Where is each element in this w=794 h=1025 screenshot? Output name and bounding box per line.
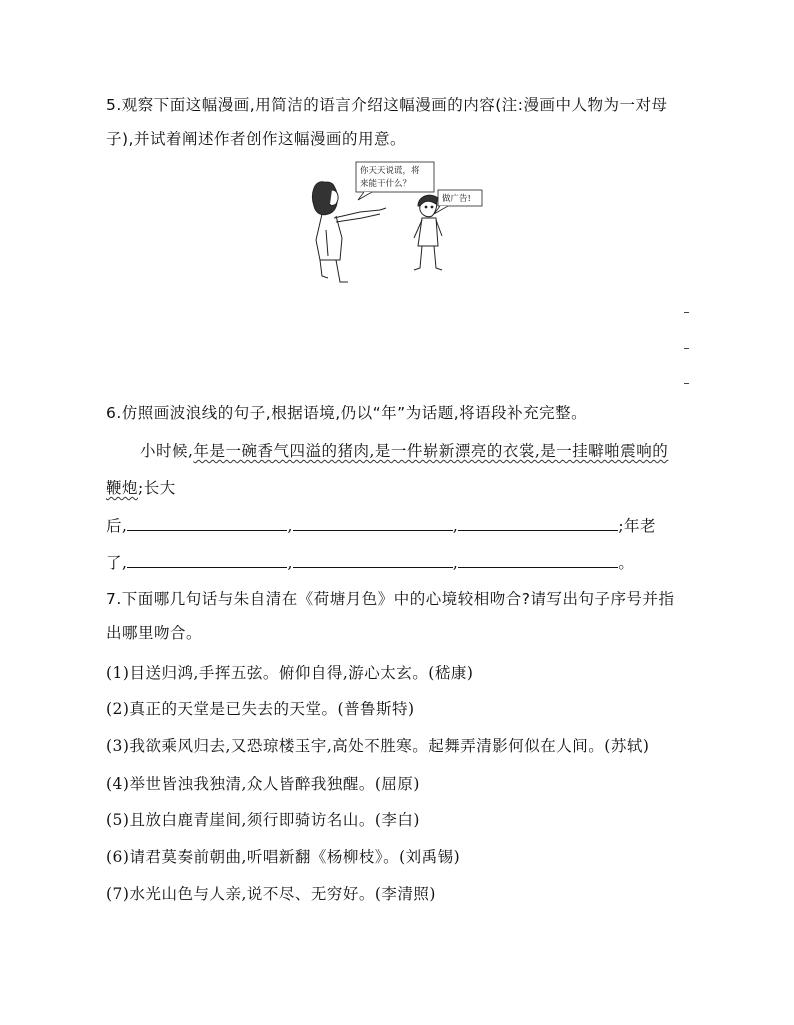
q6-paragraph-lead: 小时候, — [140, 442, 194, 460]
son-speech-bubble — [434, 190, 482, 214]
mother-figure — [312, 182, 386, 282]
q6-prompt: 6.仿照画波浪线的句子,根据语境,仍以“年”为话题,将语段补充完整。 — [106, 404, 588, 422]
q6-blank-3[interactable] — [458, 514, 618, 531]
q5-prompt-line1: 5.观察下面这幅漫画,用简洁的语言介绍这幅漫画的内容(注:漫画中人物为一对母 — [106, 96, 668, 114]
cartoon-image — [300, 160, 500, 290]
son-bubble-text: 做广告! — [442, 194, 471, 204]
q7-item-1: (1)目送归鸿,手挥五弦。俯仰自得,游心太玄。(嵇康) — [106, 664, 474, 682]
q6-paragraph-tail: ;长大 — [138, 479, 176, 497]
q7-item-7: (7)水光山色与人亲,说不尽、无穷好。(李清照) — [106, 885, 436, 903]
q6-wavy-sentence: 年是一碗香气四溢的猪肉,是一件崭新漂亮的衣裳,是一挂噼啪震响的 — [193, 442, 669, 460]
q7-prompt-line2: 出哪里吻合。 — [106, 624, 203, 642]
q7-item-2: (2)真正的天堂是已失去的天堂。(普鲁斯特) — [106, 700, 415, 718]
q7-item-3: (3)我欲乘风归去,又恐琼楼玉宇,高处不胜寒。起舞弄清影何似在人间。(苏轼) — [106, 737, 650, 755]
q7-item-5: (5)且放白鹿青崖间,须行即骑访名山。(李白) — [106, 811, 420, 829]
son-figure — [414, 195, 442, 270]
margin-mark — [684, 383, 689, 384]
margin-mark — [684, 348, 689, 349]
q6-blank-4[interactable] — [127, 551, 287, 568]
margin-mark — [684, 312, 689, 313]
mother-bubble-line1: 你天天说谎，将 — [360, 166, 420, 176]
q6-blank-2[interactable] — [293, 514, 453, 531]
q6-blank-1[interactable] — [127, 514, 287, 531]
q6-wavy-sentence-end: 鞭炮 — [106, 479, 139, 497]
mother-bubble-line2: 来能干什么？ — [360, 179, 412, 189]
q6-answer-line2: 了, , , 。 — [106, 551, 634, 574]
q7-prompt-line1: 7.下面哪几句话与朱自清在《荷塘月色》中的心境较相吻合?请写出句子序号并指 — [106, 590, 675, 608]
q6-answer-line1: 后, , , ;年老 — [106, 514, 656, 537]
q7-item-4: (4)举世皆浊我独清,众人皆醉我独醒。(屈原) — [106, 775, 420, 793]
mother-speech-bubble — [356, 162, 434, 200]
q5-prompt-line2: 子),并试着阐述作者创作这幅漫画的用意。 — [106, 130, 406, 148]
q6-blank-5[interactable] — [293, 551, 453, 568]
q7-item-6: (6)请君莫奏前朝曲,听唱新翻《杨柳枝》。(刘禹锡) — [106, 848, 461, 866]
q6-paragraph-line2 — [106, 477, 176, 499]
q6-blank-6[interactable] — [458, 551, 618, 568]
q6-paragraph-line1 — [140, 440, 668, 462]
